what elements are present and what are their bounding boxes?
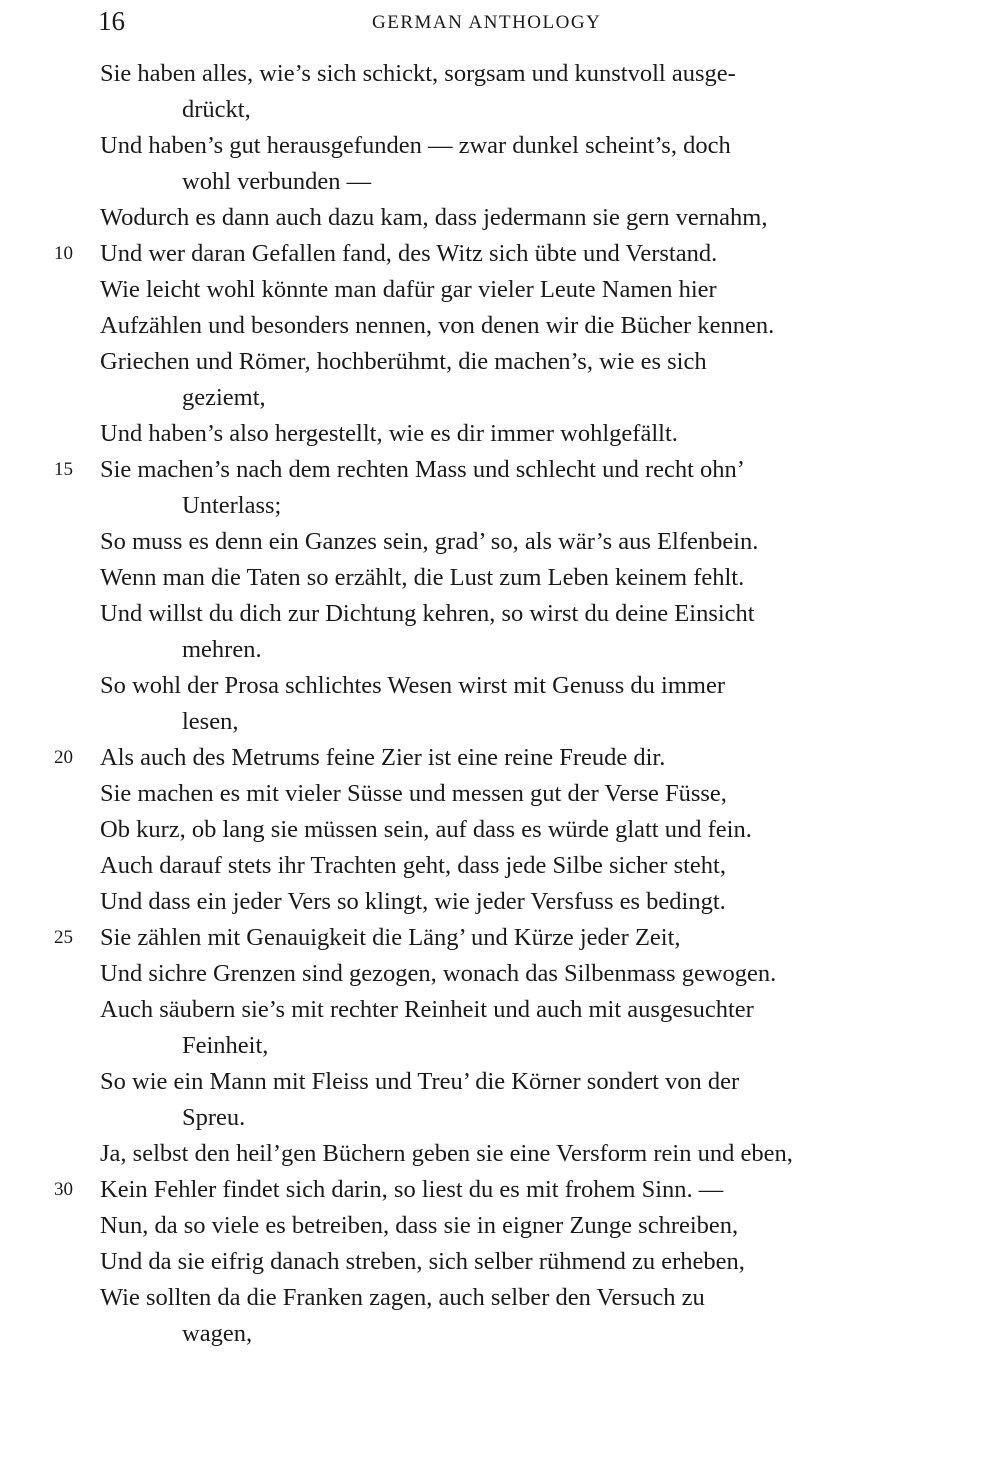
verse-text: Und sichre Grenzen sind gezogen, wonach das Silbenmass gewogen. — [100, 960, 777, 987]
verse-text: So muss es denn ein Ganzes sein, grad’ so, als wär’s aus Elfenbein. — [100, 528, 759, 555]
verse-line — [0, 776, 1000, 812]
verse-continuation-text: wohl verbunden — — [182, 168, 372, 195]
poem-body — [0, 56, 1000, 1352]
line-number: 10 — [54, 243, 73, 264]
verse-continuation — [0, 164, 1000, 200]
verse-continuation — [0, 92, 1000, 128]
verse-line — [0, 812, 1000, 848]
verse-line — [0, 128, 1000, 164]
verse-continuation — [0, 704, 1000, 740]
verse-line — [0, 1136, 1000, 1172]
verse-text: Und haben’s gut herausgefunden — zwar dunkel scheint’s, doch — [100, 132, 731, 159]
verse-line — [0, 1208, 1000, 1244]
verse-line — [0, 1064, 1000, 1100]
line-number: 25 — [54, 927, 73, 948]
verse-continuation — [0, 380, 1000, 416]
verse-text: Und da sie eifrig danach streben, sich selber rühmend zu erheben, — [100, 1248, 745, 1275]
line-number: 30 — [54, 1179, 73, 1200]
verse-continuation-text: mehren. — [182, 636, 262, 663]
verse-line — [0, 344, 1000, 380]
verse-text: Sie machen es mit vieler Süsse und messen gut der Verse Füsse, — [100, 780, 727, 807]
verse-continuation — [0, 488, 1000, 524]
verse-line — [0, 1244, 1000, 1280]
verse-line — [0, 416, 1000, 452]
verse-continuation — [0, 632, 1000, 668]
verse-text: Und wer daran Gefallen fand, des Witz sich übte und Verstand. — [100, 240, 718, 267]
verse-continuation — [0, 1028, 1000, 1064]
verse-line — [0, 956, 1000, 992]
verse-text: Aufzählen und besonders nennen, von denen wir die Bücher kennen. — [100, 312, 775, 339]
verse-continuation — [0, 1316, 1000, 1352]
verse-line — [0, 884, 1000, 920]
verse-continuation — [0, 1100, 1000, 1136]
verse-line — [0, 200, 1000, 236]
verse-text: So wie ein Mann mit Fleiss und Treu’ die Körner sondert von der — [100, 1068, 740, 1095]
verse-text: Als auch des Metrums feine Zier ist eine reine Freude dir. — [100, 744, 666, 771]
verse-text: Sie zählen mit Genauigkeit die Läng’ und Kürze jeder Zeit, — [100, 924, 681, 951]
verse-text: Sie machen’s nach dem rechten Mass und schlecht und recht ohn’ — [100, 456, 745, 483]
verse-line — [0, 56, 1000, 92]
verse-line — [0, 920, 1000, 956]
verse-text: Ob kurz, ob lang sie müssen sein, auf dass es würde glatt und fein. — [100, 816, 752, 843]
verse-line — [0, 272, 1000, 308]
verse-line — [0, 992, 1000, 1028]
running-title: GERMAN ANTHOLOGY — [372, 12, 602, 33]
verse-continuation-text: Unterlass; — [182, 492, 282, 519]
verse-continuation-text: lesen, — [182, 708, 239, 735]
verse-text: Ja, selbst den heil’gen Büchern geben sie eine Versform rein und eben, — [100, 1140, 793, 1167]
verse-text: Und haben’s also hergestellt, wie es dir immer wohlgefällt. — [100, 420, 678, 447]
verse-line — [0, 596, 1000, 632]
verse-text: Wie leicht wohl könnte man dafür gar vieler Leute Namen hier — [100, 276, 717, 303]
verse-text: Wenn man die Taten so erzählt, die Lust zum Leben keinem fehlt. — [100, 564, 745, 591]
verse-line — [0, 848, 1000, 884]
verse-line — [0, 308, 1000, 344]
line-number: 15 — [54, 459, 73, 480]
verse-line — [0, 452, 1000, 488]
page-number: 16 — [98, 6, 125, 36]
verse-text: Griechen und Römer, hochberühmt, die machen’s, wie es sich — [100, 348, 707, 375]
line-number: 20 — [54, 747, 73, 768]
verse-text: Sie haben alles, wie’s sich schickt, sorgsam und kunstvoll ausge- — [100, 60, 736, 87]
verse-line — [0, 236, 1000, 272]
verse-line — [0, 1172, 1000, 1208]
verse-text: Kein Fehler findet sich darin, so liest du es mit frohem Sinn. — — [100, 1176, 724, 1203]
verse-text: Nun, da so viele es betreiben, dass sie in eigner Zunge schreiben, — [100, 1212, 739, 1239]
verse-text: So wohl der Prosa schlichtes Wesen wirst mit Genuss du immer — [100, 672, 725, 699]
verse-text: Auch säubern sie’s mit rechter Reinheit und auch mit ausgesuchter — [100, 996, 754, 1023]
verse-continuation-text: Spreu. — [182, 1104, 246, 1131]
verse-text: Und willst du dich zur Dichtung kehren, so wirst du deine Einsicht — [100, 600, 755, 627]
verse-continuation-text: drückt, — [182, 96, 251, 123]
verse-line — [0, 560, 1000, 596]
verse-text: Wie sollten da die Franken zagen, auch selber den Versuch zu — [100, 1284, 705, 1311]
verse-text: Auch darauf stets ihr Trachten geht, dass jede Silbe sicher steht, — [100, 852, 726, 879]
page-header — [0, 6, 1000, 42]
verse-text: Wodurch es dann auch dazu kam, dass jedermann sie gern vernahm, — [100, 204, 768, 231]
verse-continuation-text: wagen, — [182, 1320, 253, 1347]
verse-text: Und dass ein jeder Vers so klingt, wie jeder Versfuss es bedingt. — [100, 888, 726, 915]
verse-line — [0, 524, 1000, 560]
verse-continuation-text: geziemt, — [182, 384, 266, 411]
verse-line — [0, 740, 1000, 776]
verse-line — [0, 1280, 1000, 1316]
verse-line — [0, 668, 1000, 704]
verse-continuation-text: Feinheit, — [182, 1032, 269, 1059]
